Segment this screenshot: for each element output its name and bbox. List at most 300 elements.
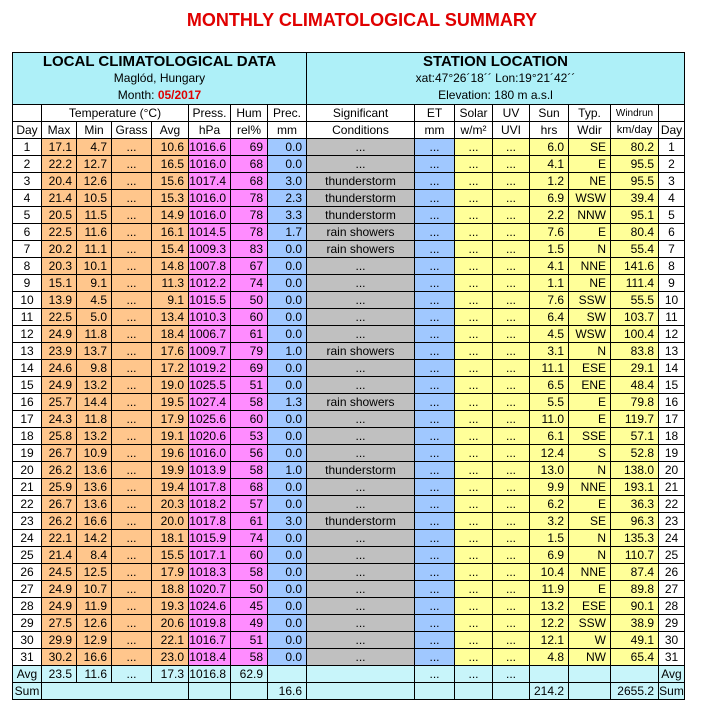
uv-cell: ...: [493, 428, 530, 445]
min-cell: 13.6: [77, 462, 112, 479]
min-cell: 4.5: [77, 292, 112, 309]
sun-header: Sun: [530, 105, 569, 122]
cond-cell: thunderstorm: [307, 462, 415, 479]
prec-header: Prec.: [268, 105, 307, 122]
min-cell: 10.9: [77, 445, 112, 462]
day-right-cell: 10: [659, 292, 685, 309]
et-cell: ...: [415, 241, 455, 258]
cond-cell: thunderstorm: [307, 173, 415, 190]
table-row: [13, 411, 685, 428]
press-cell: 1012.2: [189, 275, 231, 292]
avg-cell: 15.4: [152, 241, 189, 258]
grass-cell: ...: [112, 479, 152, 496]
uv-cell: ...: [493, 275, 530, 292]
solar-cell: ...: [455, 224, 493, 241]
press-cell: 1019.8: [189, 615, 231, 632]
wind-cell: 111.4: [611, 275, 659, 292]
grass-cell: ...: [112, 139, 152, 156]
sun-cell: 3.1: [530, 343, 569, 360]
prec-cell: 0.0: [268, 411, 307, 428]
day-cell: 31: [13, 649, 42, 666]
month-value: 05/2017: [157, 88, 202, 102]
press-header: Press.: [189, 105, 231, 122]
min-cell: 11.5: [77, 207, 112, 224]
prec-cell: 0.0: [268, 275, 307, 292]
cond-cell: ...: [307, 547, 415, 564]
day-right-cell: 15: [659, 377, 685, 394]
cond-cell: ...: [307, 496, 415, 513]
table-row: [13, 445, 685, 462]
min-cell: 13.6: [77, 479, 112, 496]
sun-cell: 13.0: [530, 462, 569, 479]
avg-min: 11.6: [77, 666, 112, 683]
min-cell: 10.7: [77, 581, 112, 598]
grass-cell: ...: [112, 258, 152, 275]
solar-cell: ...: [455, 190, 493, 207]
press-cell: 1013.9: [189, 462, 231, 479]
grass-cell: ...: [112, 360, 152, 377]
max-cell: 15.1: [42, 275, 77, 292]
cond-cell: thunderstorm: [307, 190, 415, 207]
hum-header: Hum: [231, 105, 268, 122]
sun-cell: 4.1: [530, 156, 569, 173]
conditions-header-2: Conditions: [307, 122, 415, 139]
grass-cell: ...: [112, 547, 152, 564]
sun-cell: 11.1: [530, 360, 569, 377]
day-cell: 18: [13, 428, 42, 445]
day-cell: 30: [13, 632, 42, 649]
cond-cell: ...: [307, 377, 415, 394]
cond-cell: thunderstorm: [307, 207, 415, 224]
max-cell: 20.5: [42, 207, 77, 224]
press-unit: hPa: [189, 122, 231, 139]
uv-cell: ...: [493, 139, 530, 156]
day-cell: 22: [13, 496, 42, 513]
et-cell: ...: [415, 530, 455, 547]
prec-cell: 0.0: [268, 156, 307, 173]
day-right-cell: 13: [659, 343, 685, 360]
grass-cell: ...: [112, 615, 152, 632]
page-title: MONTHLY CLIMATOLOGICAL SUMMARY: [186, 10, 538, 30]
grass-cell: ...: [112, 428, 152, 445]
prec-cell: 1.0: [268, 343, 307, 360]
grass-cell: ...: [112, 241, 152, 258]
wdir-cell: NW: [569, 649, 611, 666]
et-cell: ...: [415, 156, 455, 173]
solar-header: Solar: [455, 105, 493, 122]
day-cell: 17: [13, 411, 42, 428]
day-cell: 5: [13, 207, 42, 224]
cond-cell: ...: [307, 615, 415, 632]
cond-cell: ...: [307, 530, 415, 547]
avg-cell: 18.8: [152, 581, 189, 598]
max-cell: 24.6: [42, 360, 77, 377]
table-row: [13, 547, 685, 564]
sun-cell: 1.2: [530, 173, 569, 190]
station-location-title: STATION LOCATION: [423, 53, 568, 70]
uv-cell: ...: [493, 343, 530, 360]
avg-row: [13, 666, 685, 683]
prec-cell: 0.0: [268, 360, 307, 377]
grass-cell: ...: [112, 207, 152, 224]
avg-cell: 9.1: [152, 292, 189, 309]
press-cell: 1017.8: [189, 479, 231, 496]
et-cell: ...: [415, 428, 455, 445]
table-row: [13, 632, 685, 649]
day-cell: 11: [13, 309, 42, 326]
table-row: [13, 649, 685, 666]
hum-cell: 60: [231, 309, 268, 326]
grass-cell: ...: [112, 581, 152, 598]
day-right-cell: 1: [659, 139, 685, 156]
max-cell: 26.2: [42, 462, 77, 479]
day-cell: 14: [13, 360, 42, 377]
avg-cell: 10.6: [152, 139, 189, 156]
table-row: [13, 173, 685, 190]
et-cell: ...: [415, 394, 455, 411]
et-cell: ...: [415, 598, 455, 615]
table-row: [13, 224, 685, 241]
max-cell: 27.5: [42, 615, 77, 632]
solar-cell: ...: [455, 530, 493, 547]
max-cell: 24.3: [42, 411, 77, 428]
grass-cell: ...: [112, 462, 152, 479]
hum-cell: 51: [231, 377, 268, 394]
day-cell: 15: [13, 377, 42, 394]
avg-cell: 17.9: [152, 411, 189, 428]
day-cell: 7: [13, 241, 42, 258]
prec-cell: 0.0: [268, 581, 307, 598]
press-cell: 1017.1: [189, 547, 231, 564]
wdir-cell: E: [569, 496, 611, 513]
station-elevation: Elevation: 180 m a.s.l: [438, 88, 553, 102]
local-data-header: [13, 53, 307, 105]
prec-cell: 1.0: [268, 462, 307, 479]
cond-cell: rain showers: [307, 224, 415, 241]
prec-cell: 0.0: [268, 377, 307, 394]
et-cell: ...: [415, 224, 455, 241]
min-cell: 5.0: [77, 309, 112, 326]
uv-cell: ...: [493, 224, 530, 241]
max-cell: 24.9: [42, 326, 77, 343]
table-row: [13, 394, 685, 411]
avg-wind-blank: [611, 666, 659, 683]
avg-cell: 13.4: [152, 309, 189, 326]
avg-uv: ...: [493, 666, 530, 683]
sun-cell: 11.9: [530, 581, 569, 598]
press-cell: 1018.2: [189, 496, 231, 513]
day-right-cell: 17: [659, 411, 685, 428]
day-right-cell: 31: [659, 649, 685, 666]
sum-uv-blank: [493, 683, 530, 700]
day-right-cell: 25: [659, 547, 685, 564]
prec-cell: 0.0: [268, 496, 307, 513]
et-cell: ...: [415, 615, 455, 632]
avg-cell: 19.5: [152, 394, 189, 411]
avg-prec-blank: [268, 666, 307, 683]
prec-cell: 0.0: [268, 530, 307, 547]
solar-cell: ...: [455, 139, 493, 156]
grass-cell: ...: [112, 496, 152, 513]
avg-cell: 17.2: [152, 360, 189, 377]
table-row: [13, 598, 685, 615]
avg-sun-blank: [530, 666, 569, 683]
day-cell: 6: [13, 224, 42, 241]
hum-cell: 78: [231, 207, 268, 224]
solar-cell: ...: [455, 360, 493, 377]
wdir-cell: WSW: [569, 190, 611, 207]
grass-cell: ...: [112, 394, 152, 411]
avg-cell: 17.6: [152, 343, 189, 360]
station-place: Maglód, Hungary: [113, 71, 206, 85]
min-cell: 11.9: [77, 598, 112, 615]
uv-cell: ...: [493, 632, 530, 649]
table-row: [13, 292, 685, 309]
wind-cell: 110.7: [611, 547, 659, 564]
wind-cell: 29.1: [611, 360, 659, 377]
hum-cell: 78: [231, 190, 268, 207]
day-cell: 1: [13, 139, 42, 156]
day-right-cell: 7: [659, 241, 685, 258]
max-cell: 25.9: [42, 479, 77, 496]
uv-cell: ...: [493, 241, 530, 258]
et-cell: ...: [415, 649, 455, 666]
solar-cell: ...: [455, 326, 493, 343]
hum-cell: 45: [231, 598, 268, 615]
cond-cell: ...: [307, 428, 415, 445]
hum-cell: 79: [231, 343, 268, 360]
wdir-cell: N: [569, 530, 611, 547]
et-cell: ...: [415, 547, 455, 564]
day-cell: 16: [13, 394, 42, 411]
sun-cell: 4.8: [530, 649, 569, 666]
max-cell: 25.7: [42, 394, 77, 411]
solar-cell: ...: [455, 632, 493, 649]
avg-max: 23.5: [42, 666, 77, 683]
max-cell: 20.4: [42, 173, 77, 190]
day-cell: 12: [13, 326, 42, 343]
min-cell: 12.7: [77, 156, 112, 173]
avg-cell: 22.1: [152, 632, 189, 649]
solar-cell: ...: [455, 547, 493, 564]
station-location-header: [307, 53, 685, 105]
avg-cond-blank: [307, 666, 415, 683]
wind-cell: 193.1: [611, 479, 659, 496]
prec-cell: 3.0: [268, 173, 307, 190]
press-cell: 1007.8: [189, 258, 231, 275]
hum-cell: 68: [231, 156, 268, 173]
wind-cell: 52.8: [611, 445, 659, 462]
hum-unit: rel%: [231, 122, 268, 139]
prec-cell: 0.0: [268, 258, 307, 275]
hum-cell: 58: [231, 462, 268, 479]
day-cell: 23: [13, 513, 42, 530]
day-cell: 26: [13, 564, 42, 581]
table-row: [13, 343, 685, 360]
uv-cell: ...: [493, 581, 530, 598]
grass-cell: ...: [112, 275, 152, 292]
et-cell: ...: [415, 564, 455, 581]
min-cell: 11.1: [77, 241, 112, 258]
wind-cell: 48.4: [611, 377, 659, 394]
wdir-cell: SSE: [569, 428, 611, 445]
et-cell: ...: [415, 462, 455, 479]
table-row: [13, 156, 685, 173]
press-cell: 1015.5: [189, 292, 231, 309]
table-row: [13, 428, 685, 445]
max-cell: 26.7: [42, 445, 77, 462]
hum-cell: 49: [231, 615, 268, 632]
press-cell: 1019.2: [189, 360, 231, 377]
solar-cell: ...: [455, 581, 493, 598]
sum-prec: 16.6: [268, 683, 307, 700]
wind-cell: 36.3: [611, 496, 659, 513]
uv-cell: ...: [493, 190, 530, 207]
local-data-title: LOCAL CLIMATOLOGICAL DATA: [42, 53, 277, 70]
uv-cell: ...: [493, 360, 530, 377]
wind-cell: 38.9: [611, 615, 659, 632]
table-row: [13, 615, 685, 632]
uv-header: UV: [493, 105, 530, 122]
wind-cell: 55.5: [611, 292, 659, 309]
sun-cell: 2.2: [530, 207, 569, 224]
et-cell: ...: [415, 377, 455, 394]
cond-cell: ...: [307, 326, 415, 343]
et-cell: ...: [415, 292, 455, 309]
table-row: [13, 190, 685, 207]
hum-cell: 53: [231, 428, 268, 445]
day-cell: 13: [13, 343, 42, 360]
wdir-cell: NE: [569, 275, 611, 292]
wind-cell: 83.8: [611, 343, 659, 360]
wdir-cell: NNE: [569, 564, 611, 581]
prec-cell: 2.3: [268, 190, 307, 207]
uv-cell: ...: [493, 309, 530, 326]
day-right-cell: 3: [659, 173, 685, 190]
grass-cell: ...: [112, 309, 152, 326]
min-cell: 9.8: [77, 360, 112, 377]
sun-cell: 1.5: [530, 530, 569, 547]
wind-cell: 80.2: [611, 139, 659, 156]
column-header-row-2: [13, 122, 685, 139]
uv-cell: ...: [493, 530, 530, 547]
et-cell: ...: [415, 207, 455, 224]
press-cell: 1016.0: [189, 207, 231, 224]
temperature-header: Temperature (°C): [42, 105, 189, 122]
wind-cell: 141.6: [611, 258, 659, 275]
wdir-cell: SW: [569, 309, 611, 326]
avg-cell: 14.9: [152, 207, 189, 224]
grass-cell: ...: [112, 513, 152, 530]
wind-cell: 89.8: [611, 581, 659, 598]
solar-cell: ...: [455, 649, 493, 666]
wind-cell: 87.4: [611, 564, 659, 581]
wdir-cell: SSW: [569, 615, 611, 632]
solar-cell: ...: [455, 496, 493, 513]
uv-cell: ...: [493, 394, 530, 411]
avg-cell: 23.0: [152, 649, 189, 666]
et-cell: ...: [415, 496, 455, 513]
press-cell: 1015.9: [189, 530, 231, 547]
header-block: [13, 53, 685, 105]
wind-cell: 90.1: [611, 598, 659, 615]
wdir-unit: Wdir: [569, 122, 611, 139]
prec-unit: mm: [268, 122, 307, 139]
press-cell: 1017.8: [189, 513, 231, 530]
uv-cell: ...: [493, 649, 530, 666]
solar-cell: ...: [455, 377, 493, 394]
press-cell: 1017.4: [189, 173, 231, 190]
day-right-cell: 16: [659, 394, 685, 411]
solar-cell: ...: [455, 462, 493, 479]
day-right-cell: 11: [659, 309, 685, 326]
et-cell: ...: [415, 275, 455, 292]
max-cell: 22.2: [42, 156, 77, 173]
press-cell: 1025.5: [189, 377, 231, 394]
cond-cell: ...: [307, 479, 415, 496]
et-cell: ...: [415, 632, 455, 649]
uv-cell: ...: [493, 445, 530, 462]
cond-cell: ...: [307, 258, 415, 275]
solar-cell: ...: [455, 615, 493, 632]
min-cell: 13.6: [77, 496, 112, 513]
press-cell: 1009.3: [189, 241, 231, 258]
solar-cell: ...: [455, 564, 493, 581]
max-cell: 22.5: [42, 224, 77, 241]
windrun-unit: km/day: [611, 122, 659, 139]
avg-cell: 15.3: [152, 190, 189, 207]
min-cell: 14.4: [77, 394, 112, 411]
sun-cell: 3.2: [530, 513, 569, 530]
table-row: [13, 377, 685, 394]
wdir-cell: N: [569, 343, 611, 360]
hum-cell: 68: [231, 479, 268, 496]
et-cell: ...: [415, 445, 455, 462]
day-right-cell: 21: [659, 479, 685, 496]
avg-label-right: Avg: [659, 666, 685, 683]
et-cell: ...: [415, 343, 455, 360]
uv-cell: ...: [493, 547, 530, 564]
hum-cell: 78: [231, 224, 268, 241]
press-cell: 1020.6: [189, 428, 231, 445]
uv-cell: ...: [493, 462, 530, 479]
avg-press: 1016.8: [189, 666, 231, 683]
sum-sun: 214.2: [530, 683, 569, 700]
day-right-cell: 23: [659, 513, 685, 530]
day-right-cell: 14: [659, 360, 685, 377]
day-header: Day: [13, 122, 42, 139]
grass-cell: ...: [112, 190, 152, 207]
wdir-cell: E: [569, 411, 611, 428]
day-right-cell: 30: [659, 632, 685, 649]
cond-cell: ...: [307, 156, 415, 173]
day-right-cell: 6: [659, 224, 685, 241]
table-row: [13, 564, 685, 581]
grass-cell: ...: [112, 224, 152, 241]
table-row: [13, 309, 685, 326]
max-cell: 20.2: [42, 241, 77, 258]
solar-cell: ...: [455, 598, 493, 615]
sun-cell: 6.1: [530, 428, 569, 445]
wind-cell: 80.4: [611, 224, 659, 241]
table-row: [13, 326, 685, 343]
et-header: ET: [415, 105, 455, 122]
day-right-cell: 4: [659, 190, 685, 207]
min-cell: 13.7: [77, 343, 112, 360]
max-cell: 23.9: [42, 343, 77, 360]
prec-cell: 0.0: [268, 547, 307, 564]
min-cell: 8.4: [77, 547, 112, 564]
